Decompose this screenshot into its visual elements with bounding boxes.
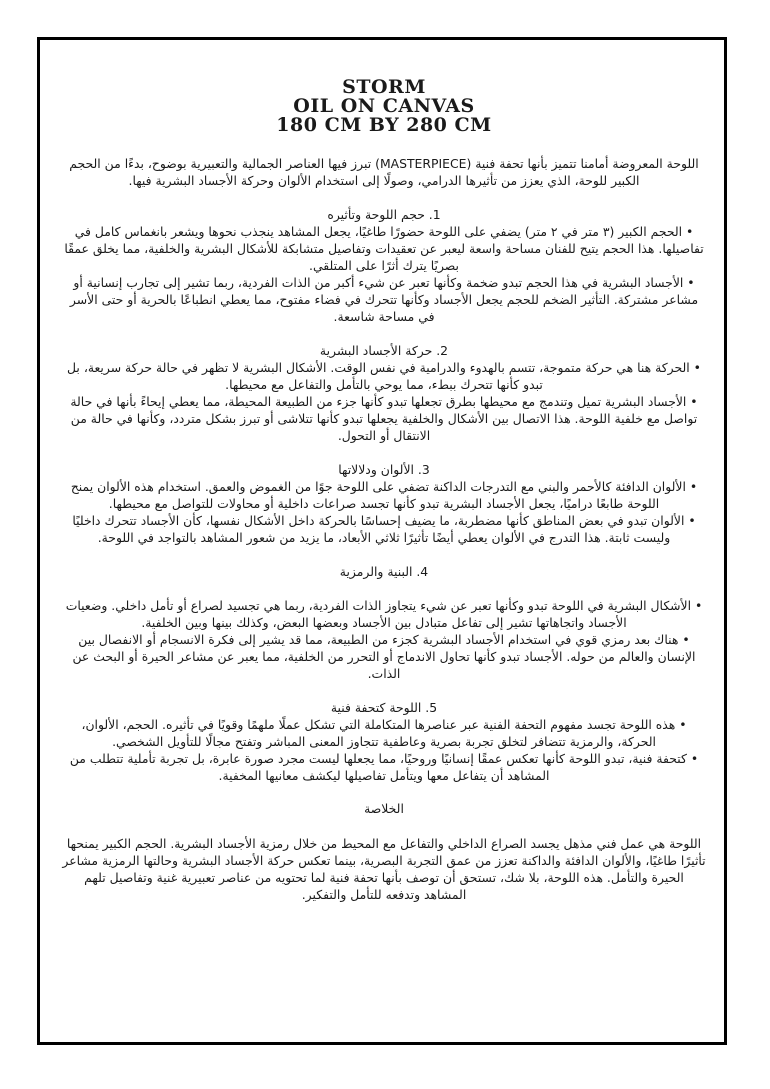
section-heading: 4. البنية والرمزية	[339, 564, 429, 579]
bullet-point: • كتحفة فنية، تبدو اللوحة كأنها تعكس عمقًا إنسانيًا وروحيًا، مما يجعلها ليست مجرد صورة عابرة، بل تجربة تأملية تتطلب من المشاهد أن يتفاعل معها ويتأمل تفاصيلها ليكشف معانيها المخفية.	[69, 751, 699, 783]
artwork-title	[62, 78, 706, 135]
bullet-point: • هذه اللوحة تجسد مفهوم التحفة الفنية عبر عناصرها المتكاملة التي تشكل عملًا ملهمًا وقويًا في تأثيره. الحجم، الألوان، الحركة، والرمزية تتضافر لتخلق تجربة بصرية وعاطفية تتجاوز المعنى المباشر وتفتح مجالًا للتأويل الشخصي.	[81, 717, 687, 749]
section-2	[62, 342, 706, 444]
bullet-point: • الحركة هنا هي حركة متموجة، تتسم بالهدوء والدرامية في نفس الوقت. الأشكال البشرية لا تظهر في حالة حركة سريعة، بل تبدو كأنها تتحرك ببطء، مما يوحي بالتأمل والتفاعل مع محيطها.	[67, 360, 701, 392]
bullet-point: • الألوان الدافئة كالأحمر والبني مع التدرجات الداكنة تضفي على اللوحة جوًا من الغموض والعمق. استخدام هذه الألوان يمنح اللوحة طابعًا دراميًا، يجعل الأجساد البشرية تبدو كأنها تجسد صراعات داخلية أو محاولات للتواصل مع محيطها.	[70, 479, 698, 511]
section-heading: 2. حركة الأجساد البشرية	[319, 343, 449, 358]
bullet-point: • الحجم الكبير (٣ متر في ٢ متر) يضفي على اللوحة حضورًا طاغيًا، يجعل المشاهد ينجذب نحوها ويشعر بانغماس كامل في تفاصيلها. هذا الحجم يتيح للفنان مساحة واسعة ليعبر عن تعقيدات وتفاصيل متشابكة للأشكال البشرية والخلفية، مما يخلق عمقًا بصريًا يترك أثرًا على المتلقي.	[64, 224, 704, 273]
section-5	[62, 699, 706, 784]
section-heading: 3. الألوان ودلالاتها	[338, 462, 430, 477]
blank-line	[62, 580, 706, 597]
title-line-3: 180 CM BY 280 CM	[276, 114, 492, 136]
conclusion	[62, 800, 706, 903]
bullet-point: • الأشكال البشرية في اللوحة تبدو وكأنها تعبر عن شيء يتجاوز الذات الفردية، ربما هي تجسيد لصراع أو تأمل داخلي. وضعيات الأجساد واتجاهاتها تشير إلى تفاعل متبادل بين الأجساد وبعضها البعض، وكذلك بينها وبين الخلفية.	[65, 598, 703, 630]
bullet-point: • الألوان تبدو في بعض المناطق كأنها مضطربة، ما يضيف إحساسًا بالحركة داخل الأشكال نفسها، كأن الأجساد تتحرك داخليًا وليست ثابتة. هذا التدرج في الألوان يعطي أيضًا تأثيرًا ثلاثي الأبعاد، ما يزيد من شعور المشاهد بالتواجد في اللوحة.	[72, 513, 696, 545]
section-1	[62, 206, 706, 325]
title-line-1: STORM	[342, 76, 426, 98]
section-heading: 1. حجم اللوحة وتأثيره	[327, 207, 441, 222]
section-4	[62, 563, 706, 682]
bullet-point: • هناك بعد رمزي قوي في استخدام الأجساد البشرية كجزء من الطبيعة، مما قد يشير إلى فكرة الانسجام أو الانفصال بين الإنسان والعالم من حوله. الأجساد تبدو كأنها تحاول الاندماج أو التحرر من الخلفية، مما يعبر عن مشاعر الحيرة أو البحث عن الذات.	[72, 632, 696, 681]
conclusion-heading: الخلاصة	[364, 801, 404, 816]
document-body	[62, 78, 706, 903]
bullet-point: • الأجساد البشرية تميل وتندمج مع محيطها بطرق تجعلها تبدو كأنها جزء من الطبيعة المحيطة، مما يعطي إيحاءً بأنها في حالة تواصل مع خلفية اللوحة. هذا الاتصال بين الأشكال والخلفية يجعلها تبدو كأنها تتلاشى أو تبرز بشكل متردد، وكأنها في حالة من الانتقال أو التحول.	[70, 394, 698, 443]
section-3	[62, 461, 706, 546]
title-line-2: OIL ON CANVAS	[293, 95, 475, 117]
conclusion-paragraph: اللوحة هي عمل فني مذهل يجسد الصراع الداخلي والتفاعل مع المحيط من خلال رمزية الأجساد البشرية. الحجم الكبير يمنحها تأثيرًا طاغيًا، والألوان الدافئة والداكنة تعزز من عمق التجربة البصرية، بينما تعكس حركة الأجساد البشرية وحالتها الرمزية مشاعر الحيرة والتأمل. هذه اللوحة، بلا شك، تستحق أن توصف بأنها تحفة فنية لما تحتويه من عناصر تعبيرية غنية وتفاصيل تلهم المشاهد وتدفعه للتأمل والتفكير.	[62, 836, 706, 902]
bullet-point: • الأجساد البشرية في هذا الحجم تبدو ضخمة وكأنها تعبر عن شيء أكبر من الذات الفردية، ربما تشير إلى تجارب إنسانية أو مشاعر مشتركة. التأثير الضخم للحجم يجعل الأجساد وكأنها تتحرك في فضاء مفتوح، مما يعطي انطباعًا بالحرية أو حتى الأسر في مساحة شاسعة.	[69, 275, 699, 324]
section-heading: 5. اللوحة كتحفة فنية	[330, 700, 438, 715]
intro-paragraph: اللوحة المعروضة أمامنا تتميز بأنها تحفة فنية (MASTERPIECE) تبرز فيها العناصر الجمالية والتعبيرية بوضوح، بدءًا من الحجم الكبير للوحة، الذي يعزز من تأثيرها الدرامي، وصولًا إلى استخدام الألوان وحركة الأجساد البشرية فيها.	[69, 156, 699, 188]
